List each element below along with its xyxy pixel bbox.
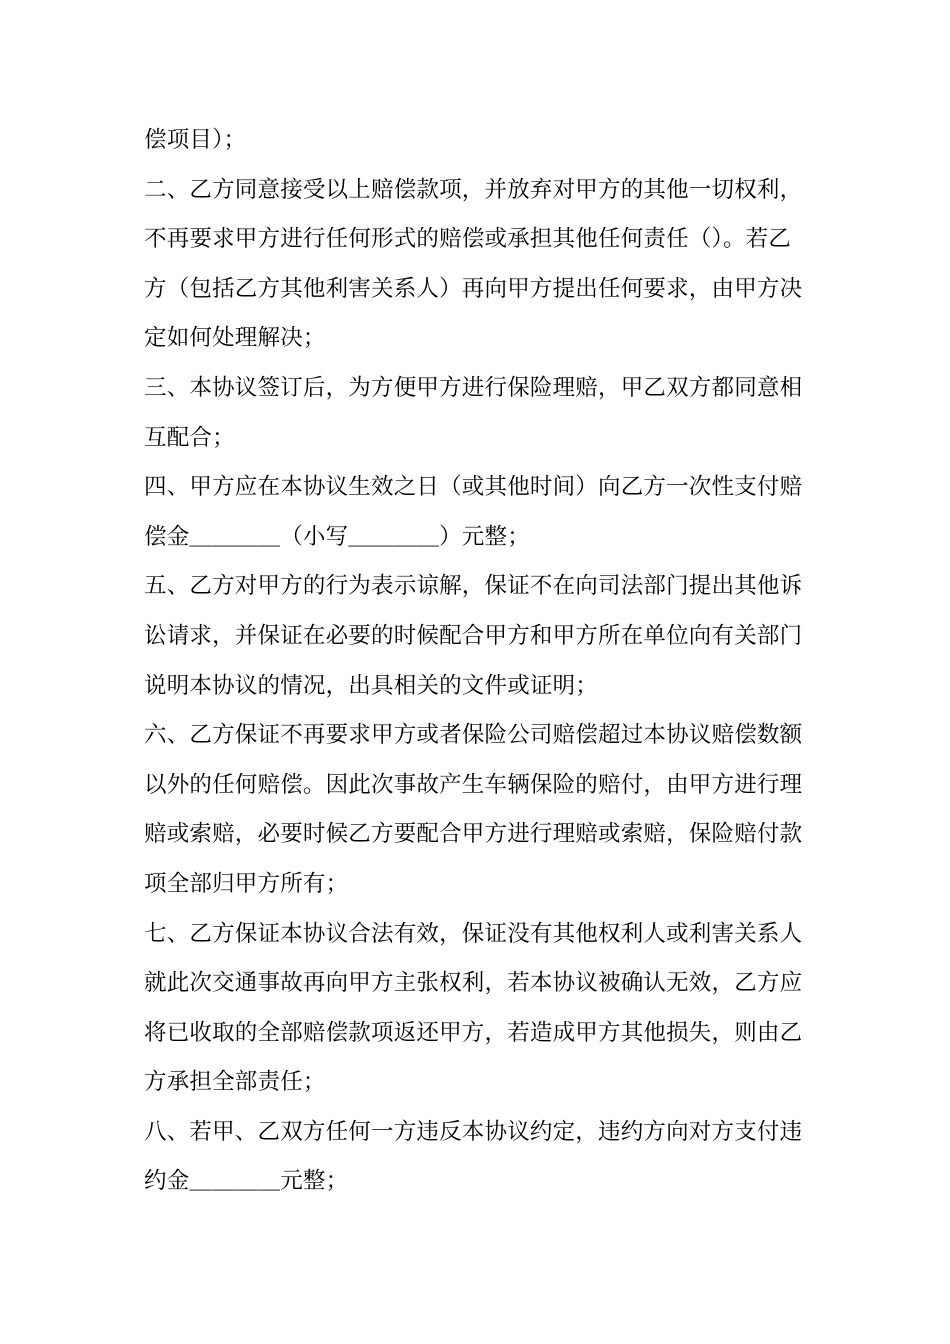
text-line: 就此次交通事故再向甲方主张权利，若本协议被确认无效，乙方应 [144, 970, 803, 997]
text-line: 四、甲方应在本协议生效之日（或其他时间）向乙方一次性支付赔 [144, 474, 803, 501]
text-line: 定如何处理解决； [144, 325, 326, 352]
text-line: 讼请求，并保证在必要的时候配合甲方和甲方所在单位向有关部门 [144, 622, 803, 649]
text-line: 互配合； [144, 424, 235, 451]
text-line: 将已收取的全部赔偿款项返还甲方，若造成甲方其他损失，则由乙 [144, 1019, 803, 1046]
text-line: 约金＿＿＿＿元整； [144, 1168, 349, 1195]
text-line: 偿项目）； [144, 127, 247, 153]
text-line: 赔或索赔，必要时候乙方要配合甲方进行理赔或索赔，保险赔付款 [144, 821, 803, 848]
agreement-clauses [144, 116, 824, 1207]
text-line: 八、若甲、乙双方任何一方违反本协议约定，违约方向对方支付违 [144, 1118, 803, 1145]
text-line: 项全部归甲方所有； [144, 870, 349, 897]
text-line: 二、乙方同意接受以上赔偿款项，并放弃对甲方的其他一切权利， [144, 176, 803, 203]
text-line: 不再要求甲方进行任何形式的赔偿或承担其他任何责任（）。若乙 [144, 226, 792, 253]
text-line: 六、乙方保证不再要求甲方或者保险公司赔偿超过本协议赔偿数额 [144, 722, 803, 749]
text-line: 方（包括乙方其他利害关系人）再向甲方提出任何要求，由甲方决 [144, 275, 803, 302]
text-line: 以外的任何赔偿。因此次事故产生车辆保险的赔付，由甲方进行理 [144, 771, 803, 798]
text-line: 偿金＿＿＿＿（小写＿＿＿＿）元整； [144, 523, 530, 550]
text-line: 五、乙方对甲方的行为表示谅解，保证不在向司法部门提出其他诉 [144, 573, 803, 600]
text-line: 方承担全部责任； [144, 1069, 326, 1096]
text-line: 三、本协议签订后，为方便甲方进行保险理赔，甲乙双方都同意相 [144, 374, 803, 401]
text-line: 七、乙方保证本协议合法有效，保证没有其他权利人或利害关系人 [144, 920, 803, 947]
text-line: 说明本协议的情况，出具相关的文件或证明； [144, 672, 599, 699]
